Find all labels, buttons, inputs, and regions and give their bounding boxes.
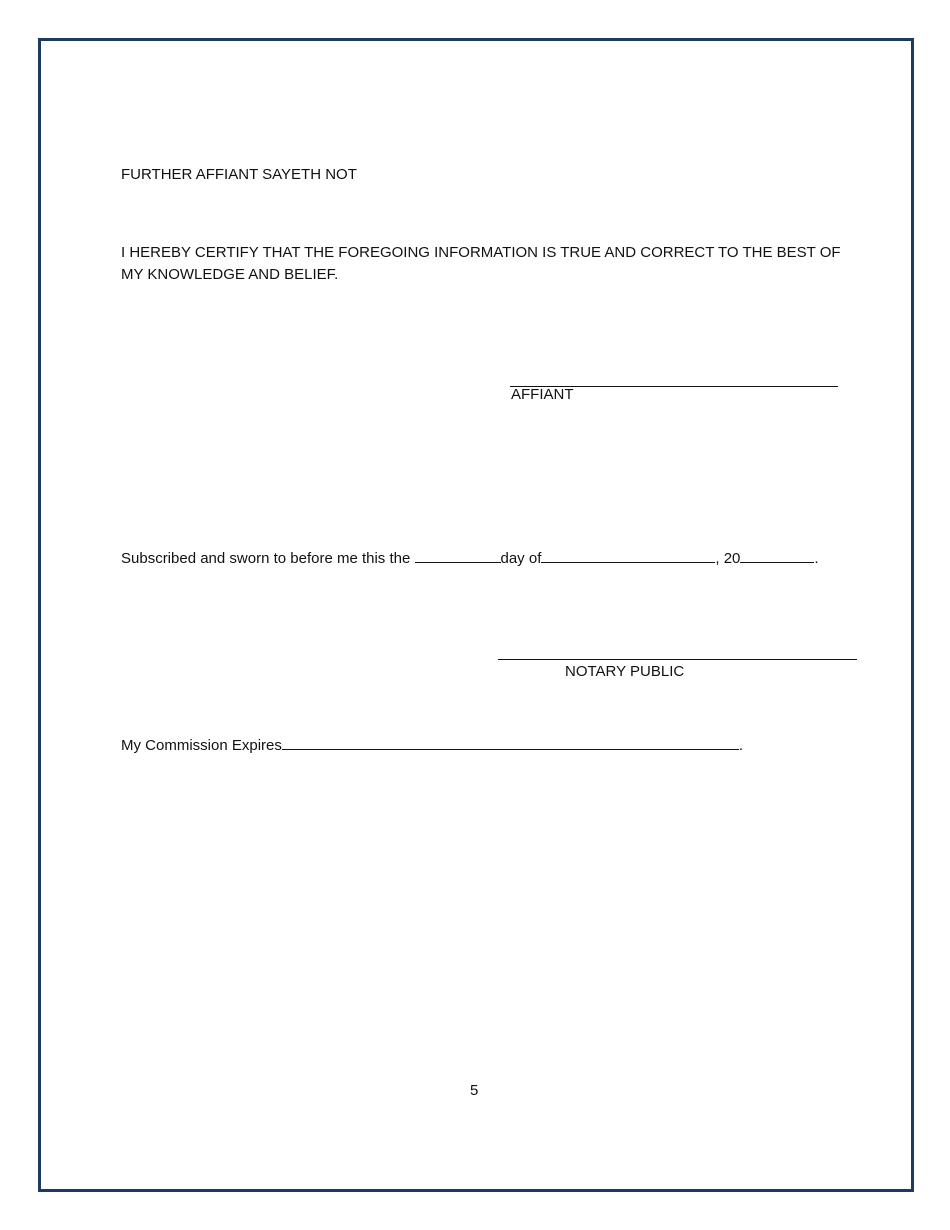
commission-end: . xyxy=(738,737,744,754)
certification-line-1: I HEREBY CERTIFY THAT THE FOREGOING INFORMATION IS TRUE AND CORRECT TO THE BEST OF xyxy=(121,244,841,261)
notary-signature-line[interactable] xyxy=(498,659,857,660)
day-blank[interactable] xyxy=(415,548,501,563)
sworn-statement xyxy=(121,548,819,570)
month-blank[interactable] xyxy=(541,548,715,563)
sworn-prefix: Subscribed and sworn to before me this the xyxy=(121,550,415,567)
notary-public-label: NOTARY PUBLIC xyxy=(565,663,685,680)
closing-statement: FURTHER AFFIANT SAYETH NOT xyxy=(121,166,357,183)
commission-date-blank[interactable] xyxy=(282,735,739,750)
sworn-end: . xyxy=(814,550,819,567)
page-border xyxy=(38,38,914,1192)
sworn-day-of: day of xyxy=(500,550,542,567)
year-blank[interactable] xyxy=(740,548,814,563)
commission-label: My Commission Expires xyxy=(121,737,282,754)
affiant-label: AFFIANT xyxy=(511,386,574,403)
sworn-year-prefix: , 20 xyxy=(715,550,741,567)
certification-line-2: MY KNOWLEDGE AND BELIEF. xyxy=(121,266,339,283)
page-number: 5 xyxy=(470,1082,479,1099)
commission-expires-statement xyxy=(121,735,743,757)
